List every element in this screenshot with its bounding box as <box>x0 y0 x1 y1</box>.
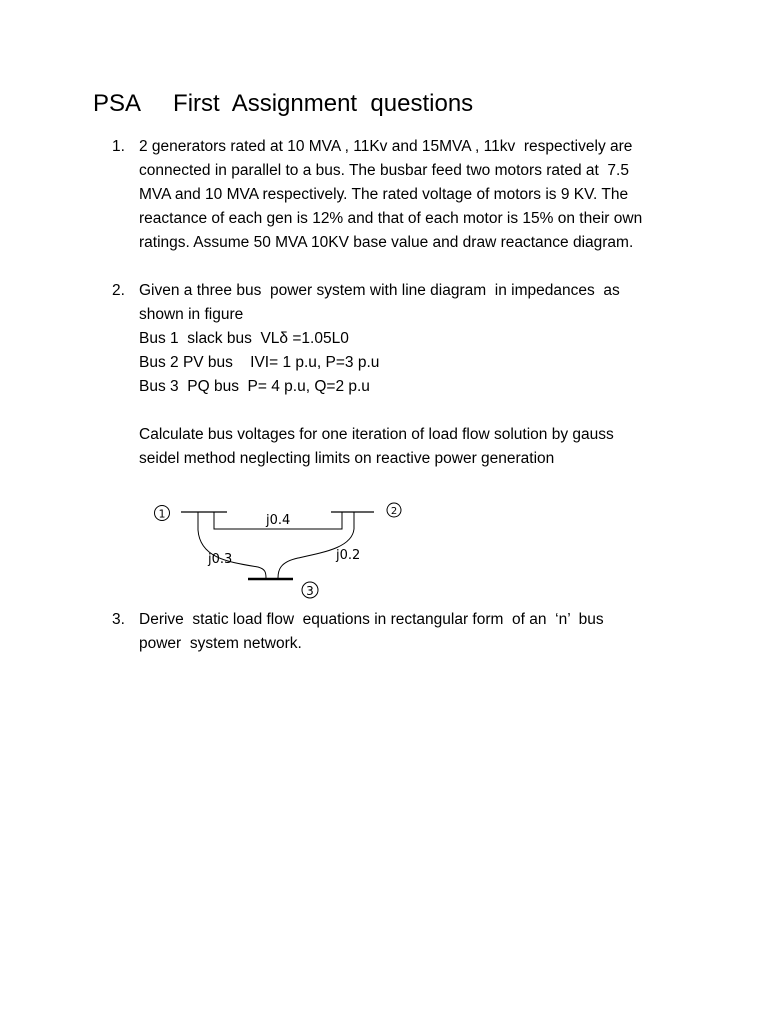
question-text <box>139 608 692 656</box>
question-1 <box>112 135 692 255</box>
question-text <box>139 279 692 471</box>
line-1-3 <box>198 512 266 578</box>
question-line: Derive static load flow equations in rectangular form of an ‘n’ bus <box>139 611 604 628</box>
bus-2-label: 2 <box>390 506 398 517</box>
question-line: MVA and 10 MVA respectively. The rated voltage of motors is 9 KV. The <box>139 186 629 203</box>
page-title: PSA First Assignment questions <box>93 90 474 117</box>
question-text <box>139 135 692 255</box>
question-line: reactance of each gen is 12% and that of each motor is 15% on their own <box>139 210 643 227</box>
bus-3-label: 3 <box>306 584 314 598</box>
question-line: connected in parallel to a bus. The busbar feed two motors rated at 7.5 <box>139 162 629 179</box>
three-bus-diagram <box>148 492 410 602</box>
bus-3-spec: Bus 3 PQ bus P= 4 p.u, Q=2 p.u <box>139 378 370 395</box>
line-1-3-impedance: j0.3 <box>208 552 233 567</box>
question-number: 2. <box>112 282 125 299</box>
bus-2-spec: Bus 2 PV bus IVI= 1 p.u, P=3 p.u <box>139 354 380 371</box>
line-1-2-impedance: j0.4 <box>266 513 291 528</box>
question-line: power system network. <box>139 635 302 652</box>
question-line: shown in figure <box>139 306 244 323</box>
line-2-3-impedance: j0.2 <box>336 548 361 563</box>
question-line: Given a three bus power system with line diagram in impedances as <box>139 282 620 299</box>
blank-line <box>139 399 692 423</box>
question-line: ratings. Assume 50 MVA 10KV base value and draw reactance diagram. <box>139 234 634 251</box>
question-2 <box>112 279 692 471</box>
question-number: 1. <box>112 138 125 155</box>
bus-1-spec: Bus 1 slack bus VLδ =1.05L0 <box>139 330 349 347</box>
question-3 <box>112 608 692 656</box>
question-line: seidel method neglecting limits on reactive power generation <box>139 450 555 467</box>
question-number: 3. <box>112 611 125 628</box>
bus-1-label: 1 <box>158 507 166 521</box>
question-line: 2 generators rated at 10 MVA , 11Kv and 15MVA , 11kv respectively are <box>139 138 633 155</box>
question-line: Calculate bus voltages for one iteration of load flow solution by gauss <box>139 426 614 443</box>
